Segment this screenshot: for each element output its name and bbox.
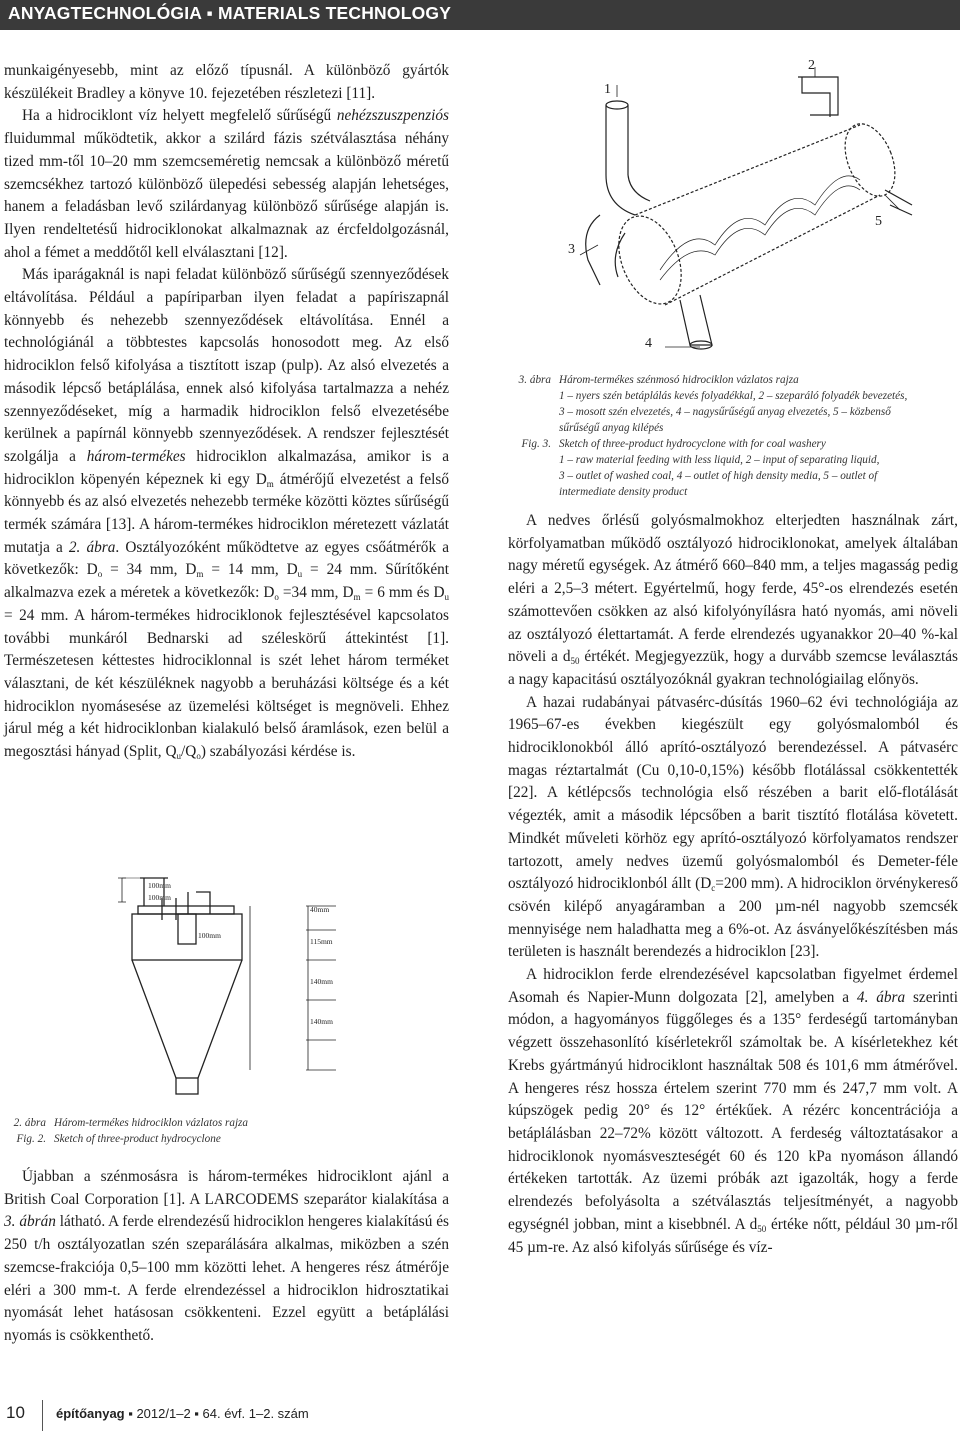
fig3-label: 1 (604, 82, 611, 97)
fig3-label: 4 (645, 336, 652, 351)
dim-label: 140mm (310, 977, 333, 986)
header-title: ANYAGTECHNOLÓGIA ▪ MATERIALS TECHNOLOGY (8, 3, 452, 23)
paragraph: Ha a hidrociklont víz helyett megfelelő sűrűségű nehézszuszpenziós fluidummal működtetik, akkor a szilárd fázis szétválasztása néhány tized mm-től 10–20 mm szemcseméretig nemcsak a különböző méretű szemcsékhez tartozó különböző ülepedési sebesség alapján lehetséges, hanem a feladásban levő szilárdanyag különböző sűrűsége alapján is. Ilyen rendeltetésű hidrociklonokat alkalmaznak az ércfeldolgozásnál, ahol a fémet a meddőtől kell elválasztani [12]. (4, 107, 449, 261)
paragraph: A nedves őrlésű golyósmalmokhoz elterjedten használnak zárt, körfolyamatban működő osztályozó hidrociklonokat, amelyek általában nagy méretű egységek. Az átmérő 660–840 mm, a teljes magasság pedig eléri a 2,5–3 métert. Egyértelmű, hogy ferde, 45°-os elrendezés esetén számottevően csökken az alsó kifolyónyílásra ható nyomás, ami növeli az osztályozó élettartamát. A ferde elrendezés ugyanakkor 20–40 %-kal növeli a $d_{50}$ értékét. Megjegyezzük, hogy a durvább szemcse leválasztás a nagy kapacitású osztályozóknál gyakran technológiailag előnyös. (508, 512, 958, 688)
fig3-label: 3 (568, 242, 575, 257)
left-column (4, 60, 449, 764)
figure-2-caption: 2. ábra Három-termékes hidrociklon vázlatos rajza Fig. 2. Sketch of three-product hydrocyclone (13, 1117, 248, 1145)
figure-3-diagram (540, 55, 920, 365)
page-footer (0, 1400, 960, 1431)
dim-label: 40mm (310, 905, 330, 914)
paragraph: Újabban a szénmosásra is három-termékes hidrociklont ajánl a British Coal Corporation [1]. A LARCODEMS szeparátor kialakítása a 3. ábrán látható. A ferde elrendezésű hidrociklon hengeres kialakítású és 250 t/h osztályozatlan szén szeparálására alkalmas, miközben a szén szemcse-frakciója 0,5–100 mm közötti lehet. A hengeres rész átmérője eléri a 300 mm-t. A ferde elrendezéssel a hidrociklon hidrosztatikai nyomását lehet hatásosan csökkenteni. Ezzel együtt a betáplálási nyomás is csökkenthető. (4, 1168, 449, 1344)
fig3-label: 2 (808, 58, 815, 73)
left-column-lower (4, 1166, 449, 1348)
dim-label: 100mm (148, 893, 171, 902)
journal-info: építőanyag ▪ 2012/1–2 ▪ 64. évf. 1–2. szám (56, 1406, 309, 1421)
paragraph: A hazai rudabányai pátvasérc-dúsítás 1960–62 évi technológiája az 1965–67-es években kiegészült egy golyósmalomból és hidrociklonokból álló aprító-osztályozó berendezéssel. A pátvasérc magas réztartalmát (Cu 0,10-0,15%) később flotálással csökkentették [22]. A kétlépcsős technológia első részében a barit elő-flotálását végezték, amit a második lépcsőben a barit tisztító flotálása követett. Mindkét műveleti körhöz egy aprító-osztályozó körfolyamatos rendszer tartozott, amely nedves üzemű golyósmalomból és Demeter-féle osztályozó hidrociklonból állt ($D_c=200$ mm). A hidrociklon örvénykereső csövén kilépő anyagáramban a 200 µm-nél nagyobb szemcsék mennyisége nem haladhatta meg a 6%-ot. Az ásványelőkészítésben más területen is használt berendezés a hidrociklon [23]. (508, 693, 958, 961)
right-column (508, 510, 958, 1259)
dim-label: 140mm (310, 1017, 333, 1026)
fig3-label: 5 (875, 214, 882, 229)
page-number: 10 (6, 1403, 25, 1422)
figure-3-caption: 3. ábra Három-termékes szénmosó hidrociklon vázlatos rajza 1 – nyers szén betáplálás kevés folyadékkal, 2 – szeparáló folyadék bevezetés, 3 – mosott szén elvezetés, 4 – nagysűrűségű anyag elvezetés, 5 – közbenső sűrűségű anyag kilépés Fig. 3. Sketch of three-product hydrocyclone with for coal washery 1 – raw material feeding with less liquid, 2 – input of separating liquid, 3 – outlet of washed coal, 4 – outlet of high density media, 5 – outlet of intermediate density product (518, 374, 908, 498)
dim-label: 100mm (198, 931, 221, 940)
dim-label: 115mm (310, 937, 333, 946)
paragraph: A hidrociklon ferde elrendezésével kapcsolatban figyelmet érdemel Asomah és Napier-Munn dolgozata [2], amelyben a 4. ábra szerinti módon, a hagyományos függőleges és a 135° ferdeségű tartományban végzett összehasonlító kísérletekről számoltak be. A kísérletekhez két Krebs gyártmányú hidrociklont használtak 508 és 101,6 mm átmérővel. A hengeres rész hossza értelem szerint 770 mm és 247,7 mm volt. A kúpszögek pedig 20° és 12° értékűek. A rézérc koncentrációja a betáplálásban 22–72% között változott. A ferdeség változtatásakor a hidrociklonok nyomásveszteségét 60 és 120 kPa nyomáson állandó értékeken tartották. Az üzemi próbák azt igazolták, hogy a ferde elrendezés befolyásolta a szétválasztás teljesítményét, a nagyobb egységnél jobban, mint a kisebbnél. A $d_{50}$ értéke nőtt, például 30 µm-ről 45 µm-re. Az alsó kifolyás sűrűsége és víz- (508, 966, 959, 1256)
figure-2-diagram (110, 870, 350, 1110)
journal-header (0, 0, 960, 30)
paragraph: Más iparágaknál is napi feladat különböző sűrűségű szennyeződések eltávolítása. Például a papíriparban ilyen feladat a papíriszapnál könnyebb és nehezebb szennyeződések eltávolítása. Ennél a technológiánál a többtestes kapcsolás honosodott meg. Az első hidrociklon felső kifolyása a tisztított iszap (pulp). Az alsó elvezetés a második lépcső betáplálása, ennek alsó kifolyása tartalmazza a nehéz szennyeződéseket, míg a harmadik hidrociklon felső elvezetésébe kerülnek a papírnál könnyebb szennyeződések. A rendszer fejlesztését szolgálja a három-termékes hidrociklon alkalmazása, amikor is a hidrociklon köpenyén képeznek ki egy $D_m$ átmérőjű elvezetést a felső könnyebb és az alsó elvezetés nehezebb terméke közötti köztes sűrűségű termék számára [13]. A három-termékes hidrociklon méretezett vázlatát mutatja a 2. ábra. Osztályozóként működtetve az egyes csőátmérők a következők: $D_o = 34$ mm, $D_m = 14$ mm, $D_u = 24$ mm. Sűrítőként alkalmazva ezek a méretek a következők: $D_o =34$ mm, $D_m = 6$ mm és $D_u = 24$ mm. A három-termékes hidrociklonok fejlesztésével kapcsolatos további munkáról Bednarski ad széleskörű áttekintést [1]. Természetesen kéttestes hidrociklonnal is szét lehet három terméket választani, de két készüléknek nagyobb a beruházási költsége és a két hidrociklon nyomásesése az üzemelési költséget is megnöveli. Ehhez járul még a két hidrociklonban kialakuló belső áramlások, ezen belül a megosztási hányad (Split, $Q_u/Q_o$) szabályozási kérdése is. (4, 266, 450, 762)
dim-label: 100mm (148, 881, 171, 890)
paragraph: munkaigényesebb, mint az előző típusnál. A különböző gyártók készülékeit Bradley a könyve 10. fejezetében részletezi [11]. (4, 62, 449, 102)
footer-divider (42, 1400, 43, 1431)
